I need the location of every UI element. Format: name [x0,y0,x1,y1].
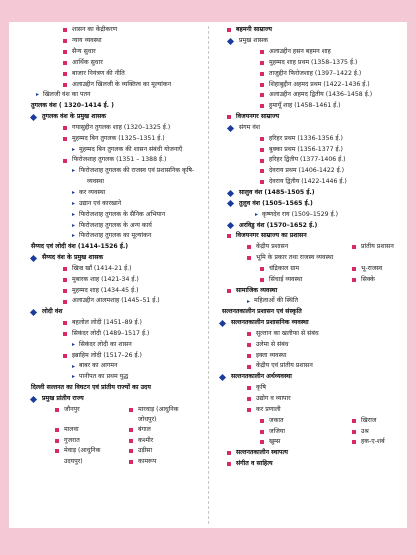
arrow-bullet-icon: ▸ [72,232,76,240]
square-bullet-icon [260,104,264,108]
outline-item [214,47,404,58]
document-page [9,22,407,528]
square-bullet-icon [55,439,59,443]
outline-text: लोदी वंश [42,308,63,316]
outline-text: उद्योग व व्यापार [256,395,291,402]
diamond-bullet-icon [227,200,234,207]
outline-item [214,155,404,166]
outline-item [17,231,205,242]
square-bullet-icon [63,83,67,87]
outline-item [214,426,404,437]
arrow-bullet-icon: ▸ [72,145,76,153]
square-bullet-icon [63,267,67,271]
outline-item [214,415,404,426]
outline-heading [214,448,404,459]
outline-text: शिहाबुद्दीन अहमद प्रथम (1422–1436 ई.) [269,80,370,88]
outline-text: जकात [269,416,284,424]
square-bullet-icon [63,332,67,336]
outline-heading [214,199,404,210]
state-name: कामरूप [138,457,157,465]
square-bullet-icon [63,300,67,304]
square-bullet-icon [63,39,67,43]
outline-text: बाजार नियंत्रण की नीति [72,69,125,77]
outline-text: कर प्रणाली [256,405,281,413]
outline-text: उद्यान एवं कारखाने [79,199,122,207]
square-bullet-icon [129,460,133,464]
outline-item [214,177,404,188]
square-bullet-icon [352,278,356,282]
outline-text: कृष्णदेव राय (1509–1529 ई.) [262,210,339,218]
state-pair-row [17,415,205,425]
outline-text: सल्तनतकालीन अर्थव्यवस्था [231,373,292,381]
outline-text: मुहम्मद शाह प्रथम (1358–1375 ई.) [269,58,358,66]
state-name: जौनपुर [64,405,80,413]
outline-text: भू-राजस्व [361,264,383,272]
square-bullet-icon [63,354,67,358]
outline-item [214,58,404,69]
outline-item [214,361,404,372]
outline-text: सिकंदर लोदी (1489–1517 ई.) [72,329,150,337]
outline-item [17,90,205,101]
outline-text: खिराज [361,416,377,424]
outline-text: मुहम्मद बिन तुगलक की शासन संबंधी योजनाएँ [79,145,183,153]
square-bullet-icon [63,126,67,130]
outline-item [214,274,404,285]
square-bullet-icon [227,462,231,466]
outline-text: भूमि के प्रकार तथा राजस्व व्यवस्था [256,254,334,262]
square-bullet-icon [63,28,67,32]
outline-text: आर्थिक सुधार [72,58,103,66]
outline-text: सैय्यद एवं लोदी वंश (1414-1526 ई.) [31,243,129,251]
square-bullet-icon [129,439,133,443]
state-name: उदयपुर) [64,457,83,465]
square-bullet-icon [129,449,133,453]
outline-item [17,220,205,231]
square-bullet-icon [247,386,251,390]
diamond-bullet-icon [30,309,37,316]
outline-item [214,253,404,264]
square-bullet-icon [260,430,264,434]
outline-heading [17,101,205,112]
arrow-bullet-icon: ▸ [72,340,76,348]
outline-heading [17,394,205,405]
outline-item [17,47,205,58]
outline-item [214,68,404,79]
left-column [17,25,205,467]
column-divider [208,26,209,524]
outline-item [17,264,205,275]
outline-item [17,25,205,36]
outline-text: बुक्का प्रथम (1356-1377 ई.) [269,145,343,153]
outline-heading [214,318,404,329]
outline-text: अलाउद्दीन हसन बहमन शाह [269,48,331,55]
outline-text: सिंचाई व्यवस्था [269,275,303,283]
square-bullet-icon [63,137,67,141]
outline-text: विजयनगर साम्राज्य [236,113,280,121]
outline-text: हुमायूँ शाह (1458–1461 ई.) [269,102,341,110]
outline-item [17,296,205,307]
outline-item [17,188,205,199]
outline-text: तुलुव वंश (1505–1565 ई.) [239,199,313,207]
outline-item [17,274,205,285]
square-bullet-icon [260,137,264,141]
outline-text: सल्तनतकालीन प्रशासन एवं संस्कृति [222,308,302,316]
outline-text: फिरोजशाह तुगलक का मूल्यांकन [79,232,152,240]
outline-text: दिल्ली सल्तनत का विघटन एवं प्रांतीय राज्यों का उदय [31,384,151,392]
square-bullet-icon [63,289,67,293]
outline-item [214,242,404,253]
square-bullet-icon [247,256,251,260]
outline-text: फिरोजशाह तुगलक की राजस्व एवं प्रशासनिक कृषि- [79,167,195,175]
square-bullet-icon [260,50,264,54]
diamond-bullet-icon [30,255,37,262]
outline-text: सल्तनतकालीन स्थापत्य [236,449,288,457]
square-bullet-icon [260,278,264,282]
outline-item [214,123,404,134]
outline-text: तुगलक वंश के प्रमुख शासक [42,113,107,121]
square-bullet-icon [227,234,231,238]
outline-text: व्यवस्था [87,178,104,186]
outline-text: तुगलक वंश ( 1320–1414 ई. ) [31,102,114,110]
outline-item [214,133,404,144]
outline-heading [214,372,404,383]
outline-text: प्रमुख प्रांतीय राज्य [42,395,84,402]
square-bullet-icon [129,408,133,412]
square-bullet-icon [260,180,264,184]
outline-item [214,166,404,177]
outline-text: गयासुद्दीन तुगलक शाह (1320–1325 ई.) [72,123,171,131]
square-bullet-icon [55,408,59,412]
square-bullet-icon [352,430,356,434]
outline-heading [17,112,205,123]
outline-heading [214,112,404,123]
square-bullet-icon [63,321,67,325]
state-name: बंगाल [138,426,151,434]
outline-item [214,437,404,448]
outline-item [17,144,205,155]
square-bullet-icon [352,440,356,444]
outline-item [214,339,404,350]
arrow-bullet-icon: ▸ [72,167,76,175]
outline-item [17,36,205,47]
arrow-bullet-icon: ▸ [72,362,76,370]
outline-text: खुम्स [269,438,281,446]
square-bullet-icon [247,408,251,412]
outline-text: मुबारक शाह (1421-34 ई.) [72,275,139,283]
state-pair-row [17,425,205,435]
outline-item [214,209,404,220]
outline-text: सालुव वंश (1485-1505 ई.) [239,188,315,196]
arrow-bullet-icon: ▸ [247,297,251,305]
diamond-bullet-icon [227,124,234,131]
arrow-bullet-icon: ▸ [72,210,76,218]
square-bullet-icon [260,148,264,152]
outline-item [17,209,205,220]
outline-text: पानीपत का प्रथम युद्ध [79,373,129,381]
square-bullet-icon [260,61,264,65]
outline-text: शासन का केंद्रीकरण [72,26,118,34]
outline-heading [17,253,205,264]
outline-heading [214,220,404,231]
outline-item [214,383,404,394]
square-bullet-icon [260,159,264,163]
outline-text: न्याय व्यवस्था [72,37,102,45]
outline-text: अरविडु वंश (1570–1652 ई.) [239,221,318,229]
square-bullet-icon [227,451,231,455]
state-name: गुजरात [64,436,80,444]
outline-item [214,350,404,361]
square-bullet-icon [260,440,264,444]
outline-item [214,405,404,416]
square-bullet-icon [352,267,356,271]
outline-item [214,101,404,112]
outline-text: इक्ता व्यवस्था [256,351,287,359]
outline-text: संगम वंश [239,123,260,131]
outline-text: इब्राहिम लोदी (1517–26 ई.) [72,351,142,359]
arrow-bullet-icon: ▸ [72,221,76,229]
outline-item [17,329,205,340]
outline-heading [17,242,205,253]
outline-heading [214,231,404,242]
outline-item [17,318,205,329]
square-bullet-icon [227,115,231,119]
outline-text: फिरोजशाह तुगलक के अन्य कार्य [79,221,152,229]
outline-text: उश्र [361,427,369,435]
state-name: जोधपुर) [138,416,157,423]
state-pair-row [17,436,205,446]
outline-item [214,329,404,340]
outline-item [17,133,205,144]
outline-text: ताजुद्दीन फिरोजशाह (1397–1422 ई.) [269,69,362,77]
outline-item [214,296,404,307]
outline-text: देवराय द्वितीय (1422-1446 ई.) [269,178,347,186]
square-bullet-icon [63,61,67,65]
square-bullet-icon [247,245,251,249]
square-bullet-icon [260,93,264,97]
outline-text: हक-ए-शर्ब [361,438,385,446]
outline-text: कर व्यवस्था [79,188,106,196]
outline-text: विजयनगर साम्राज्य का प्रशासन [236,232,307,240]
state-pair-row [17,456,205,466]
square-bullet-icon [247,332,251,336]
outline-text: केंद्रीय प्रशासन [256,243,289,251]
outline-text: उलेमा से संबंध [256,340,289,348]
outline-item [17,177,205,188]
square-bullet-icon [260,267,264,271]
square-bullet-icon [260,72,264,76]
outline-heading [214,459,404,470]
outline-text: अलाउद्दीन अहमद द्वितीय (1436–1458 ई.) [269,91,373,99]
outline-item [17,68,205,79]
outline-text: सैन्य सुधार [72,48,96,55]
outline-text: प्रमुख शासक [239,37,268,45]
outline-text: सिक्के [361,275,375,283]
outline-heading [214,188,404,199]
state-name: मेवाड़ (आधुनिक [64,447,101,455]
outline-item [214,79,404,90]
outline-item [17,199,205,210]
square-bullet-icon [227,28,231,32]
outline-text: खिलजी वंश का पतन [43,91,91,99]
state-pair-row [17,446,205,456]
diamond-bullet-icon [219,320,226,327]
outline-text: कृषि [256,384,266,392]
outline-heading [214,25,404,36]
outline-item [17,350,205,361]
outline-text: मुहम्मद बिन तुगलक (1325–1351 ई.) [72,134,165,142]
outline-item [214,264,404,275]
outline-item [17,123,205,134]
diamond-bullet-icon [227,222,234,229]
outline-text: हरिहर द्वितीय (1377-1406 ई.) [269,156,346,164]
outline-text: अलाउद्दीन आलमशाह (1445–51 ई.) [72,297,160,305]
outline-text: सैय्यद वंश के प्रमुख शासक [42,254,104,262]
diamond-bullet-icon [227,190,234,197]
square-bullet-icon [227,289,231,293]
outline-text: बहलोल लोदी (1451–89 ई.) [72,319,142,327]
diamond-bullet-icon [30,114,37,121]
outline-text: हरिहर प्रथम (1336-1356 ई.) [269,134,343,142]
outline-text: जजिया [269,427,285,435]
outline-item [17,155,205,166]
outline-heading [17,307,205,318]
outline-text: चंद्रिकाल ग्राम [269,264,300,272]
outline-item [17,166,205,177]
outline-item [214,36,404,47]
square-bullet-icon [63,50,67,54]
right-column [214,25,404,470]
outline-item [17,58,205,69]
outline-text: महिलाओं की स्थिति [254,297,298,305]
outline-item [214,394,404,405]
state-name: कश्मीर [138,436,154,444]
square-bullet-icon [260,419,264,423]
outline-item [17,361,205,372]
outline-text: सुल्तान का खलीफा से संबंध [256,329,319,337]
outline-text: फिरोजशाह तुगलक (1351 – 1388 ई.) [72,156,167,164]
outline-item [17,285,205,296]
arrow-bullet-icon: ▸ [72,373,76,381]
outline-text: सल्तनतकालीन प्रशासनिक व्यवस्था [231,319,309,327]
outline-item [17,372,205,383]
outline-item [17,79,205,90]
state-name: उड़ीसा [138,447,153,455]
outline-heading [214,307,404,318]
outline-text: मुहम्मद शाह (1434-45 ई.) [72,286,139,294]
outline-text: फिरोजशाह तुगलक के सैनिक अभियान [79,210,166,218]
state-name: मारवाड़ (आधुनिक [138,405,179,413]
square-bullet-icon [247,354,251,358]
outline-text: सिकंदर लोदी का शासन [79,340,132,348]
outline-text: खिज्र खाँ (1414-21 ई.) [72,264,132,272]
square-bullet-icon [63,159,67,163]
square-bullet-icon [247,365,251,369]
outline-text: बाबर का आगमन [79,362,118,370]
outline-heading [17,383,205,394]
square-bullet-icon [352,245,356,249]
square-bullet-icon [247,397,251,401]
square-bullet-icon [63,72,67,76]
arrow-bullet-icon: ▸ [72,199,76,207]
square-bullet-icon [129,428,133,432]
state-pair-row [17,405,205,415]
outline-item [17,339,205,350]
square-bullet-icon [260,83,264,87]
outline-text: सामाजिक व्यवस्था [236,286,278,294]
outline-item [214,144,404,155]
arrow-bullet-icon: ▸ [255,210,259,218]
outline-item [214,90,404,101]
outline-text: केंद्रीय एवं प्रांतीय प्रशासन [256,362,313,370]
square-bullet-icon [260,169,264,173]
outline-text: बहमनी साम्राज्य [236,26,272,34]
outline-text: प्रांतीय प्रशासन [361,243,394,251]
outline-text: अलाउद्दीन खिलजी के व्यक्तित्व का मूल्यांकन [72,80,172,88]
state-name: मालवा [64,426,79,434]
square-bullet-icon [63,278,67,282]
diamond-bullet-icon [227,38,234,45]
outline-text: संगीत व साहित्य [236,460,273,468]
arrow-bullet-icon: ▸ [72,189,76,197]
square-bullet-icon [55,449,59,453]
diamond-bullet-icon [30,396,37,403]
square-bullet-icon [352,419,356,423]
diamond-bullet-icon [219,374,226,381]
square-bullet-icon [247,343,251,347]
outline-heading [214,285,404,296]
square-bullet-icon [55,428,59,432]
outline-text: देवराय प्रथम (1406-1422 ई.) [269,167,345,175]
arrow-bullet-icon: ▸ [36,91,40,99]
